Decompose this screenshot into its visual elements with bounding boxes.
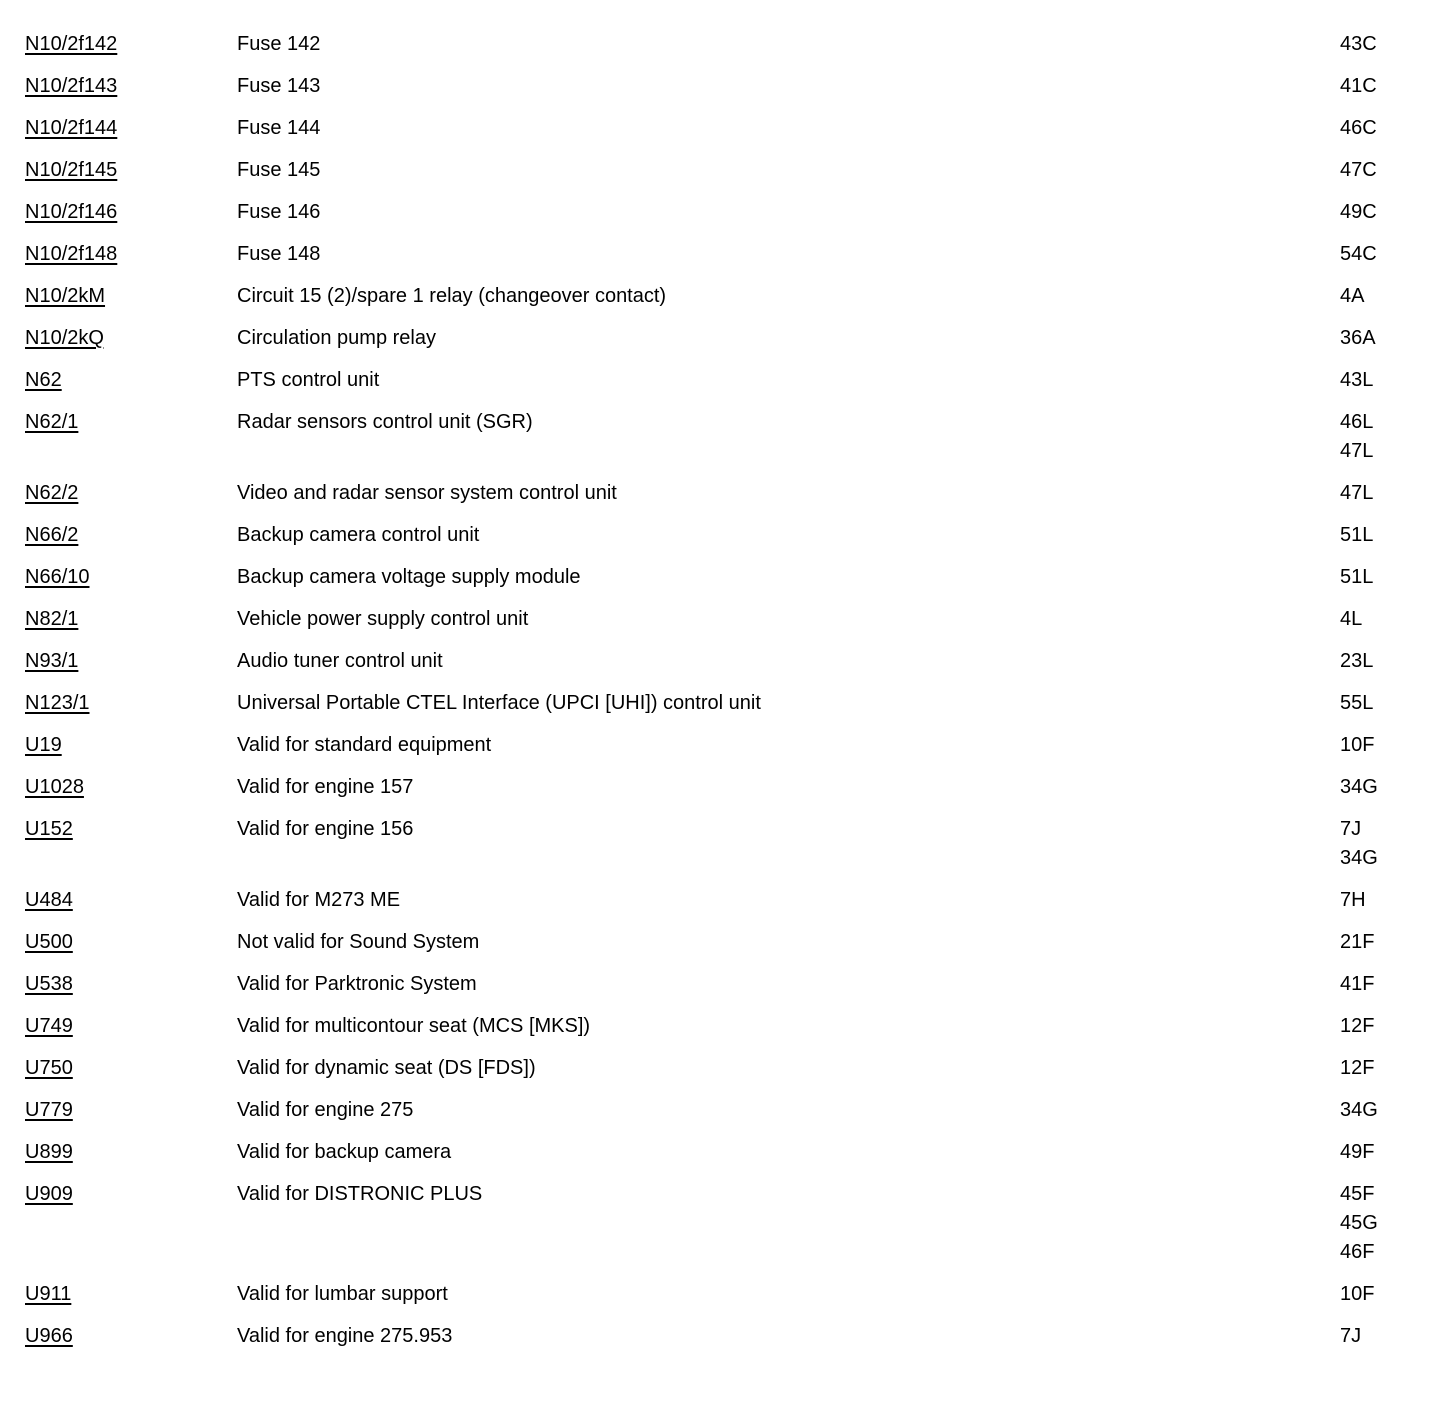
component-code-link[interactable]: N10/2f146 [25, 201, 118, 223]
grid-reference: 54C [1340, 243, 1377, 265]
grid-reference: 45G [1340, 1212, 1378, 1234]
table-row [25, 1280, 1420, 1309]
component-code-link[interactable]: N10/2f142 [25, 33, 118, 55]
component-description: Valid for Parktronic System [237, 973, 477, 995]
table-row [25, 773, 1420, 802]
grid-reference: 47C [1340, 159, 1377, 181]
component-description: Fuse 145 [237, 159, 321, 181]
grid-reference-list [1340, 408, 1420, 466]
component-code-link[interactable]: N123/1 [25, 692, 90, 714]
table-row [25, 689, 1420, 718]
component-description: PTS control unit [237, 369, 380, 391]
component-code-link[interactable]: N66/2 [25, 524, 79, 546]
grid-reference-list [1340, 647, 1420, 676]
grid-reference-list [1340, 114, 1420, 143]
component-code-link[interactable]: N62/2 [25, 482, 79, 504]
grid-reference: 51L [1340, 566, 1374, 588]
table-row [25, 1096, 1420, 1125]
table-row [25, 1138, 1420, 1167]
grid-reference-list [1340, 605, 1420, 634]
component-description: Valid for engine 156 [237, 818, 414, 840]
component-code-link[interactable]: U750 [25, 1057, 73, 1079]
grid-reference: 12F [1340, 1057, 1375, 1079]
component-description: Fuse 146 [237, 201, 321, 223]
table-row [25, 647, 1420, 676]
grid-reference: 47L [1340, 440, 1374, 462]
table-row [25, 324, 1420, 353]
component-description: Valid for engine 275.953 [237, 1325, 453, 1347]
grid-reference-list [1340, 1138, 1420, 1167]
grid-reference-list [1340, 1322, 1420, 1351]
component-description: Backup camera voltage supply module [237, 566, 581, 588]
table-row [25, 970, 1420, 999]
component-code-link[interactable]: U779 [25, 1099, 73, 1121]
table-row [25, 731, 1420, 760]
grid-reference-list [1340, 1054, 1420, 1083]
grid-reference: 47L [1340, 482, 1374, 504]
grid-reference: 21F [1340, 931, 1375, 953]
table-row [25, 521, 1420, 550]
component-code-link[interactable]: U484 [25, 889, 73, 911]
grid-reference: 43L [1340, 369, 1374, 391]
component-code-link[interactable]: N93/1 [25, 650, 79, 672]
grid-reference: 43C [1340, 33, 1377, 55]
component-description: Audio tuner control unit [237, 650, 443, 672]
table-row [25, 156, 1420, 185]
component-code-link[interactable]: N10/2f148 [25, 243, 118, 265]
grid-reference: 41C [1340, 75, 1377, 97]
grid-reference-list [1340, 366, 1420, 395]
grid-reference: 4A [1340, 285, 1365, 307]
component-code-link[interactable]: U911 [25, 1283, 72, 1305]
grid-reference-list [1340, 886, 1420, 915]
table-row [25, 198, 1420, 227]
component-description: Circulation pump relay [237, 327, 436, 349]
component-code-link[interactable]: U909 [25, 1183, 73, 1205]
component-description: Backup camera control unit [237, 524, 480, 546]
grid-reference: 46C [1340, 117, 1377, 139]
grid-reference-list [1340, 521, 1420, 550]
grid-reference-list [1340, 1096, 1420, 1125]
component-description: Fuse 142 [237, 33, 321, 55]
component-description: Fuse 148 [237, 243, 321, 265]
component-description: Video and radar sensor system control unit [237, 482, 617, 504]
grid-reference-list [1340, 30, 1420, 59]
grid-reference: 46F [1340, 1241, 1375, 1263]
grid-reference: 7J [1340, 1325, 1362, 1347]
component-description: Valid for multicontour seat (MCS [MKS]) [237, 1015, 591, 1037]
component-code-link[interactable]: U1028 [25, 776, 84, 798]
table-row [25, 408, 1420, 466]
component-description: Fuse 143 [237, 75, 321, 97]
grid-reference-list [1340, 240, 1420, 269]
table-row [25, 928, 1420, 957]
component-description: Radar sensors control unit (SGR) [237, 411, 533, 433]
grid-reference: 46L [1340, 411, 1374, 433]
table-row [25, 886, 1420, 915]
component-description: Valid for engine 275 [237, 1099, 414, 1121]
grid-reference: 4L [1340, 608, 1363, 630]
grid-reference-list [1340, 198, 1420, 227]
grid-reference: 49F [1340, 1141, 1375, 1163]
component-description: Valid for engine 157 [237, 776, 414, 798]
grid-reference-list [1340, 731, 1420, 760]
grid-reference: 49C [1340, 201, 1377, 223]
component-code-link[interactable]: N66/10 [25, 566, 90, 588]
table-row [25, 563, 1420, 592]
component-code-link[interactable]: N10/2f145 [25, 159, 118, 181]
component-code-link[interactable]: U152 [25, 818, 73, 840]
grid-reference: 51L [1340, 524, 1374, 546]
grid-reference-list [1340, 815, 1420, 873]
component-description: Vehicle power supply control unit [237, 608, 529, 630]
grid-reference: 36A [1340, 327, 1376, 349]
grid-reference-list [1340, 563, 1420, 592]
grid-reference: 55L [1340, 692, 1374, 714]
component-code-link[interactable]: U500 [25, 931, 73, 953]
component-description: Circuit 15 (2)/spare 1 relay (changeover contact) [237, 285, 667, 307]
grid-reference-list [1340, 970, 1420, 999]
grid-reference: 12F [1340, 1015, 1375, 1037]
grid-reference-list [1340, 156, 1420, 185]
grid-reference: 10F [1340, 1283, 1375, 1305]
grid-reference-list [1340, 773, 1420, 802]
grid-reference: 34G [1340, 847, 1378, 869]
component-code-link[interactable]: N62 [25, 369, 62, 391]
component-code-link[interactable]: N82/1 [25, 608, 79, 630]
grid-reference: 7J [1340, 818, 1362, 840]
component-code-link[interactable]: N10/2f143 [25, 75, 118, 97]
table-row [25, 1012, 1420, 1041]
grid-reference: 34G [1340, 776, 1378, 798]
table-row [25, 72, 1420, 101]
component-code-link[interactable]: N62/1 [25, 411, 79, 433]
table-row [25, 240, 1420, 269]
table-row [25, 479, 1420, 508]
grid-reference-list [1340, 689, 1420, 718]
grid-reference-list [1340, 72, 1420, 101]
component-code-link[interactable]: U966 [25, 1325, 73, 1347]
grid-reference: 23L [1340, 650, 1374, 672]
component-description: Valid for standard equipment [237, 734, 492, 756]
component-code-link[interactable]: U749 [25, 1015, 73, 1037]
table-row [25, 282, 1420, 311]
component-description: Valid for backup camera [237, 1141, 452, 1163]
table-row [25, 1322, 1420, 1351]
component-description: Valid for M273 ME [237, 889, 401, 911]
grid-reference-list [1340, 324, 1420, 353]
table-row [25, 114, 1420, 143]
component-code-link[interactable]: U19 [25, 734, 62, 756]
grid-reference: 41F [1340, 973, 1375, 995]
grid-reference-list [1340, 928, 1420, 957]
table-row [25, 605, 1420, 634]
component-code-link[interactable]: N10/2kQ [25, 327, 104, 349]
grid-reference-list [1340, 1012, 1420, 1041]
table-row [25, 30, 1420, 59]
component-description: Valid for DISTRONIC PLUS [237, 1183, 483, 1205]
component-description: Fuse 144 [237, 117, 321, 139]
component-code-link[interactable]: N10/2kM [25, 285, 106, 307]
component-code-link[interactable]: U538 [25, 973, 73, 995]
component-description: Not valid for Sound System [237, 931, 480, 953]
grid-reference: 45F [1340, 1183, 1375, 1205]
table-row [25, 815, 1420, 873]
grid-reference-list [1340, 479, 1420, 508]
grid-reference: 34G [1340, 1099, 1378, 1121]
grid-reference: 10F [1340, 734, 1375, 756]
table-row [25, 366, 1420, 395]
grid-reference: 7H [1340, 889, 1366, 911]
component-description: Valid for dynamic seat (DS [FDS]) [237, 1057, 536, 1079]
component-code-link[interactable]: N10/2f144 [25, 117, 118, 139]
table-row [25, 1054, 1420, 1083]
grid-reference-list [1340, 1280, 1420, 1309]
grid-reference-list [1340, 282, 1420, 311]
table-row [25, 1180, 1420, 1267]
grid-reference-list [1340, 1180, 1420, 1267]
component-description: Valid for lumbar support [237, 1283, 448, 1305]
component-description: Universal Portable CTEL Interface (UPCI [UHI]) control unit [237, 692, 761, 714]
component-code-link[interactable]: U899 [25, 1141, 73, 1163]
